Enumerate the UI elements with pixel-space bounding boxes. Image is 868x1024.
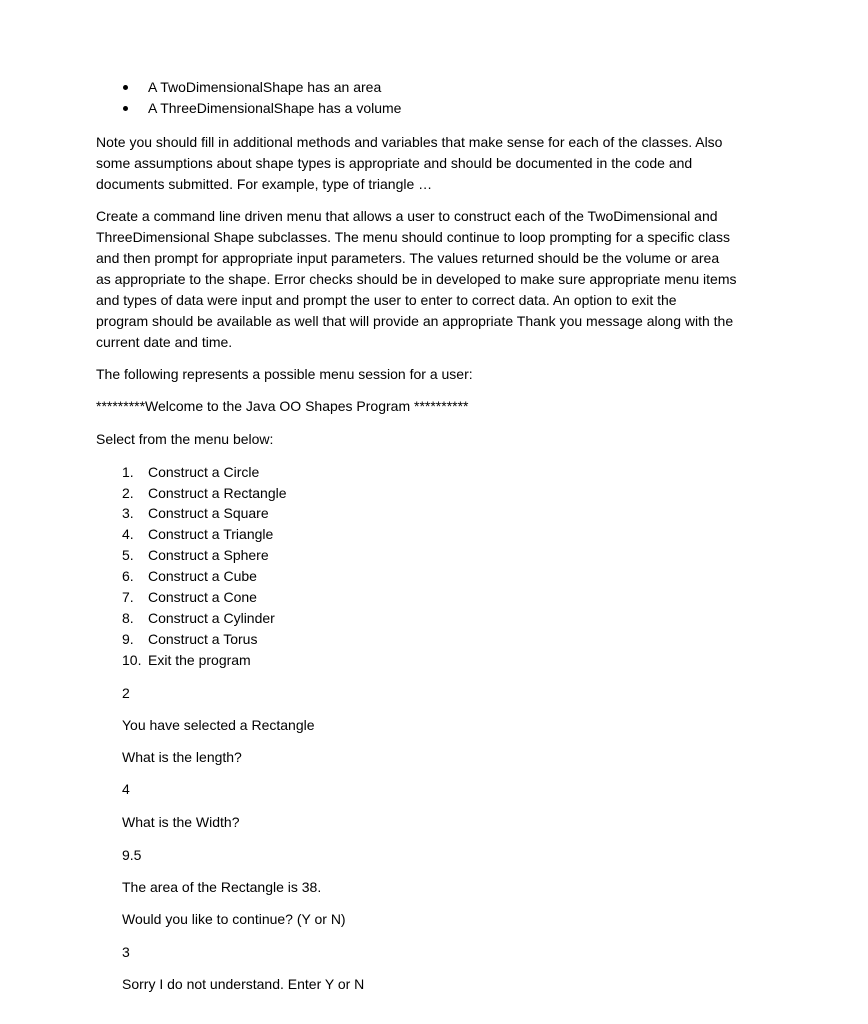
create-paragraph-line: and then prompt for appropriate input parameters. The values returned should be the volume or area xyxy=(96,250,720,266)
menu-item-number: 4. xyxy=(122,526,134,542)
menu-item-number: 2. xyxy=(122,485,134,501)
session-output: Sorry I do not understand. Enter Y or N xyxy=(122,976,365,992)
menu-item-label: Exit the program xyxy=(148,652,251,668)
menu-item-label: Construct a Cylinder xyxy=(148,610,275,626)
session-intro: The following represents a possible menu session for a user: xyxy=(96,366,473,382)
session-output: What is the length? xyxy=(122,749,242,765)
menu-item-number: 8. xyxy=(122,610,134,626)
create-paragraph-line: Create a command line driven menu that allows a user to construct each of the TwoDimensional and xyxy=(96,208,718,224)
session-output: Would you like to continue? (Y or N) xyxy=(122,911,346,927)
menu-item-label: Construct a Rectangle xyxy=(148,485,287,501)
note-paragraph-line: Note you should fill in additional methods and variables that make sense for each of the classes. Also xyxy=(96,134,723,150)
create-paragraph-line: current date and time. xyxy=(96,334,233,350)
session-input: 9.5 xyxy=(122,847,142,863)
create-paragraph-line: ThreeDimensional Shape subclasses. The menu should continue to loop prompting for a specific class xyxy=(96,229,730,245)
menu-prompt: Select from the menu below: xyxy=(96,431,274,447)
menu-item-label: Construct a Sphere xyxy=(148,547,269,563)
bullet-dot xyxy=(123,85,128,90)
menu-item-number: 7. xyxy=(122,589,134,605)
session-input: 2 xyxy=(122,685,130,701)
menu-item-number: 3. xyxy=(122,505,134,521)
menu-item-label: Construct a Triangle xyxy=(148,526,274,542)
menu-item-number: 6. xyxy=(122,568,134,584)
menu-item-number: 5. xyxy=(122,547,134,563)
menu-item-label: Construct a Torus xyxy=(148,631,258,647)
bullet-item: A ThreeDimensionalShape has a volume xyxy=(148,100,402,116)
menu-item-label: Construct a Circle xyxy=(148,464,260,480)
menu-item-number: 9. xyxy=(122,631,134,647)
create-paragraph-line: program should be available as well that will provide an appropriate Thank you message along with the xyxy=(96,313,734,329)
menu-item-label: Construct a Cone xyxy=(148,589,257,605)
menu-item-number: 10. xyxy=(122,652,142,668)
session-output: You have selected a Rectangle xyxy=(122,717,315,733)
create-paragraph-line: as appropriate to the shape. Error checks should be in developed to make sure appropriate menu items xyxy=(96,271,737,287)
note-paragraph-line: some assumptions about shape types is appropriate and should be documented in the code and xyxy=(96,155,693,171)
session-output: The area of the Rectangle is 38. xyxy=(122,879,322,895)
menu-item-number: 1. xyxy=(122,464,134,480)
welcome-banner: *********Welcome to the Java OO Shapes Program ********** xyxy=(96,398,469,414)
session-output: What is the Width? xyxy=(122,814,240,830)
bullet-item: A TwoDimensionalShape has an area xyxy=(148,79,382,95)
menu-item-label: Construct a Cube xyxy=(148,568,257,584)
session-input: 3 xyxy=(122,944,130,960)
create-paragraph-line: and types of data were input and prompt the user to enter to correct data. An option to exit the xyxy=(96,292,677,308)
note-paragraph-line: documents submitted. For example, type of triangle … xyxy=(96,176,433,192)
session-input: 4 xyxy=(122,781,130,797)
menu-item-label: Construct a Square xyxy=(148,505,269,521)
bullet-dot xyxy=(123,106,128,111)
